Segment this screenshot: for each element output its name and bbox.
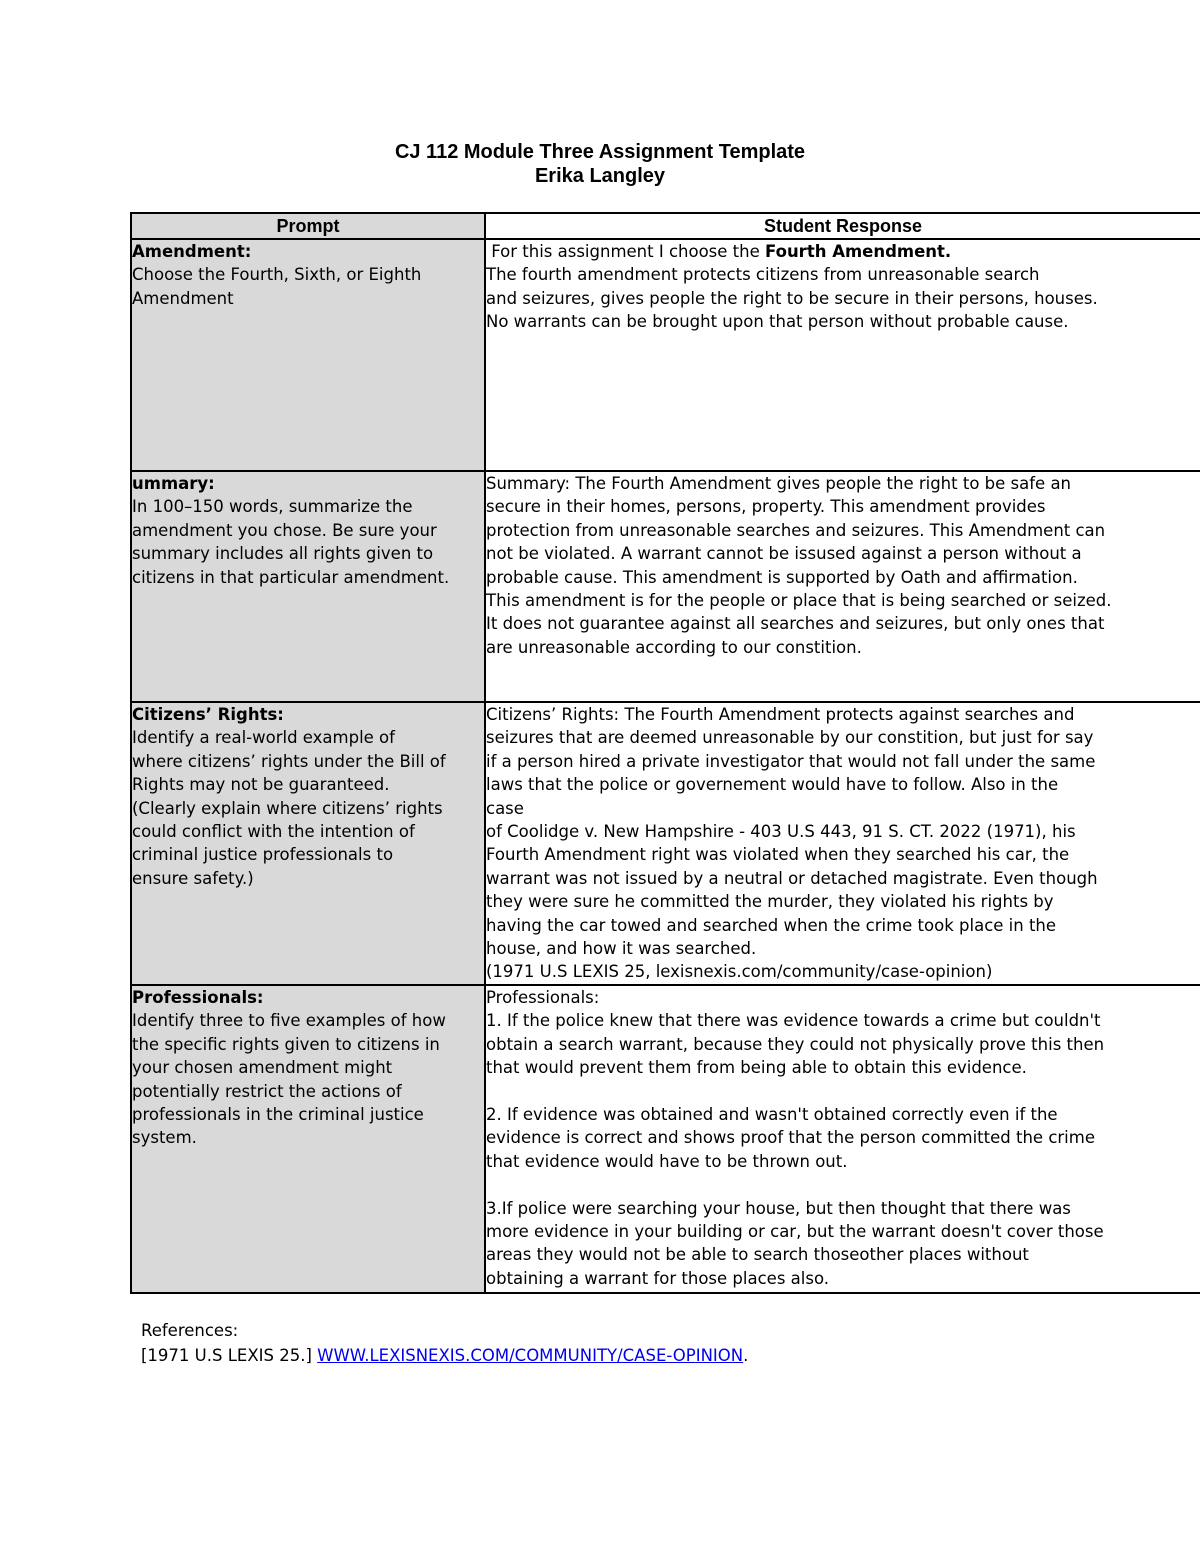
prompt-body-citizens-rights: Identify a real-world example of where citizens’ rights under the Bill of Rights may not be guaranteed. (Clearly explain where citizens’ rights could conflict with the intention of criminal justice professionals to ensure safety.) bbox=[132, 728, 446, 888]
response-cell-amendment bbox=[485, 239, 1200, 471]
response-heading-professionals: Professionals: bbox=[486, 987, 600, 1007]
references-label: References: bbox=[141, 1321, 239, 1340]
assignment-table bbox=[130, 212, 1200, 1294]
response-cell-citizens-rights bbox=[485, 702, 1200, 985]
table-row-summary bbox=[131, 471, 1200, 702]
table-row-citizens-rights bbox=[131, 702, 1200, 985]
reference-entry bbox=[141, 1343, 748, 1368]
references-section bbox=[141, 1318, 748, 1368]
reference-prefix: [1971 U.S LEXIS 25.] bbox=[141, 1346, 318, 1365]
prompt-title-professionals: Professionals: bbox=[132, 987, 264, 1007]
response-column-header: Student Response bbox=[485, 213, 1200, 239]
response-cell-professionals bbox=[485, 985, 1200, 1293]
table-header-row bbox=[131, 213, 1200, 239]
prompt-title-citizens-rights: Citizens’ Rights: bbox=[132, 705, 284, 724]
response-intro-amendment bbox=[486, 240, 1200, 263]
prompt-body-amendment: Choose the Fourth, Sixth, or Eighth Amendment bbox=[132, 265, 422, 308]
response-cell-summary bbox=[485, 471, 1200, 702]
response-body-summary: Summary: The Fourth Amendment gives people the right to be safe an secure in their homes, persons, property. This amendment provides protection from unreasonable searches and seizures. This Amendment can not be violated. A warrant cannot be issused against a person without a probable cause. This amendment is supported by Oath and affirmation. This amendment is for the people or place that is being searched or seized. It does not guarantee against all searches and seizures, but only ones that are unreasonable according to our constition. bbox=[486, 474, 1112, 657]
reference-suffix: . bbox=[743, 1346, 749, 1365]
prompt-cell-professionals bbox=[131, 985, 485, 1293]
prompt-body-summary: In 100–150 words, summarize the amendment you chose. Be sure your summary includes all rights given to citizens in that particular amendment. bbox=[132, 497, 450, 587]
response-body-citizens-rights: Citizens’ Rights: The Fourth Amendment protects against searches and seizures that are deemed unreasonable by our constition, but just for say if a person hired a private investigator that would not fall under the same laws that the police or governement would have to follow. Also in the case of Coolidge v. New Hampshire - 403 U.S 443, 91 S. CT. 2022 (1971), his Fourth Amendment right was violated when they searched his car, the warrant was not issued by a neutral or detached magistrate. Even though they were sure he committed the murder, they violated his rights by having the car towed and searched when the crime took place in the house, and how it was searched. (1971 U.S LEXIS 25, lexisnexis.com/community/case-opinion) bbox=[486, 705, 1098, 982]
prompt-column-header: Prompt bbox=[131, 213, 485, 239]
prompt-title-amendment: Amendment: bbox=[132, 242, 252, 261]
table-row-amendment bbox=[131, 239, 1200, 471]
reference-link[interactable]: WWW.LEXISNEXIS.COM/COMMUNITY/CASE-OPINION bbox=[317, 1346, 744, 1365]
prompt-cell-summary bbox=[131, 471, 485, 702]
professionals-example-3: 3.If police were searching your house, but then thought that there was more evidence in your building or car, but the warrant doesn't cover those areas they would not be able to search thoseother places without obtaining a warrant for those places also. bbox=[486, 1198, 1104, 1288]
document-author: Erika Langley bbox=[534, 165, 666, 187]
response-intro-text: For this assignment I choose the bbox=[486, 242, 765, 261]
document-title: CJ 112 Module Three Assignment Template bbox=[394, 141, 806, 163]
prompt-cell-citizens-rights bbox=[131, 702, 485, 985]
response-intro-bold: Fourth Amendment. bbox=[765, 242, 952, 261]
document-header bbox=[0, 140, 1200, 188]
professionals-example-1: 1. If the police knew that there was evidence towards a crime but couldn't obtain a search warrant, because they could not physically prove this then that would prevent them from being able to obtain this evidence. bbox=[486, 1011, 1105, 1078]
prompt-cell-amendment bbox=[131, 239, 485, 471]
table-row-professionals bbox=[131, 985, 1200, 1293]
prompt-title-summary: ummary: bbox=[132, 474, 215, 493]
professionals-example-2: 2. If evidence was obtained and wasn't obtained correctly even if the evidence is correct and shows proof that the person committed the crime that evidence would have to be thrown out. bbox=[486, 1104, 1095, 1171]
prompt-body-professionals: Identify three to five examples of how the specific rights given to citizens in your chosen amendment might potentially restrict the actions of professionals in the criminal justice system. bbox=[132, 1011, 446, 1148]
response-body-amendment: The fourth amendment protects citizens from unreasonable search and seizures, gives people the right to be secure in their persons, houses. No warrants can be brought upon that person without probable cause. bbox=[486, 265, 1098, 332]
